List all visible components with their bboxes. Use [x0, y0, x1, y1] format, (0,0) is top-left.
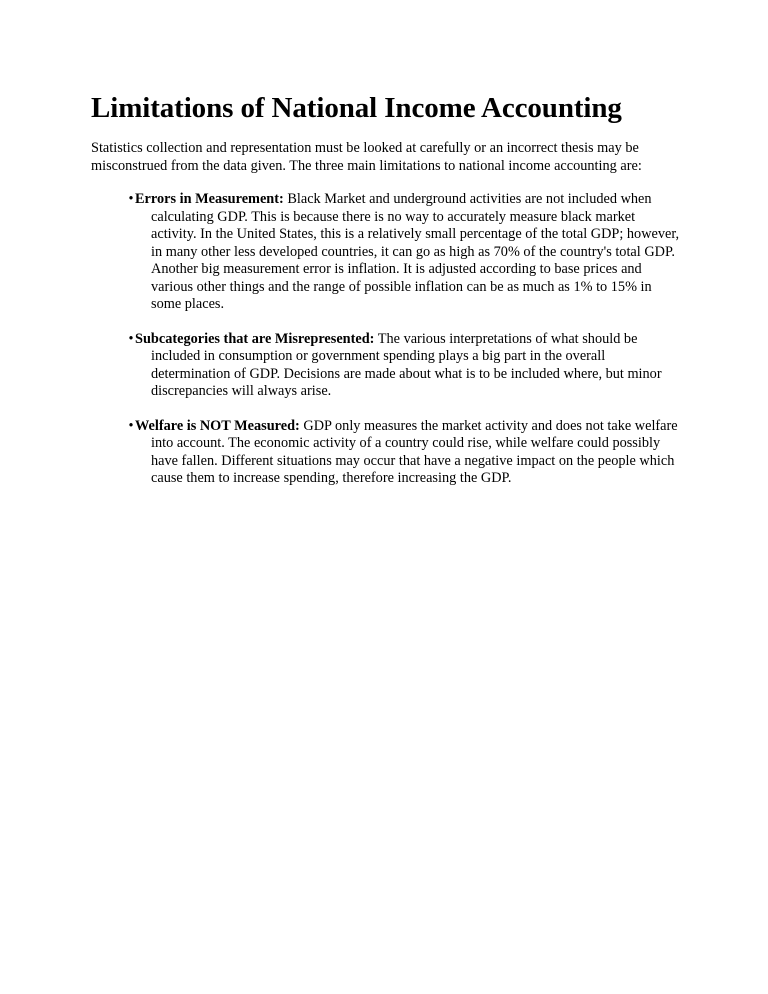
- bullet-icon: •: [128, 191, 134, 207]
- list-item-errors-in-measurement: [128, 191, 681, 314]
- list-item-term: Subcategories that are Misrepresented:: [135, 330, 375, 347]
- document-page: [91, 88, 691, 505]
- limitations-list: [91, 191, 691, 488]
- list-item-text: Black Market and underground activities are not included when calculating GDP. This is because there is no way to accurately measure black market activity. In the United States, this is a relatively small percentage of the total GDP; however, in many other less developed countries, it can go as high as 70% of the country's total GDP. Another big measurement error is inflation. It is adjusted according to base prices and various other things and the range of possible inflation can be as much as 1% to 15% in some places.: [151, 191, 680, 312]
- intro-paragraph: Statistics collection and representation must be looked at carefully or an incorrect thesis may be misconstrued from the data given. The three main limitations to national income accounting are:: [91, 140, 642, 174]
- list-item-text: GDP only measures the market activity and does not take welfare into account. The economic activity of a country could rise, while welfare could possibly have fallen. Different situations may occur that have a negative impact on the people which cause them to increase spending, therefore increasing the GDP.: [151, 417, 678, 486]
- bullet-icon: •: [128, 417, 134, 434]
- list-item-term: Welfare is NOT Measured:: [135, 417, 300, 434]
- list-item-welfare-not-measured: [128, 417, 681, 488]
- list-item-text: The various interpretations of what should be included in consumption or government spending plays a big part in the overall determination of GDP. Decisions are made about what is to be included where, but minor discrepancies will always arise.: [151, 330, 662, 399]
- list-item-term: Errors in Measurement:: [135, 191, 284, 207]
- list-item-subcategories-misrepresented: [128, 330, 681, 401]
- page-title: Limitations of National Income Accounting: [91, 92, 622, 124]
- bullet-icon: •: [128, 330, 134, 347]
